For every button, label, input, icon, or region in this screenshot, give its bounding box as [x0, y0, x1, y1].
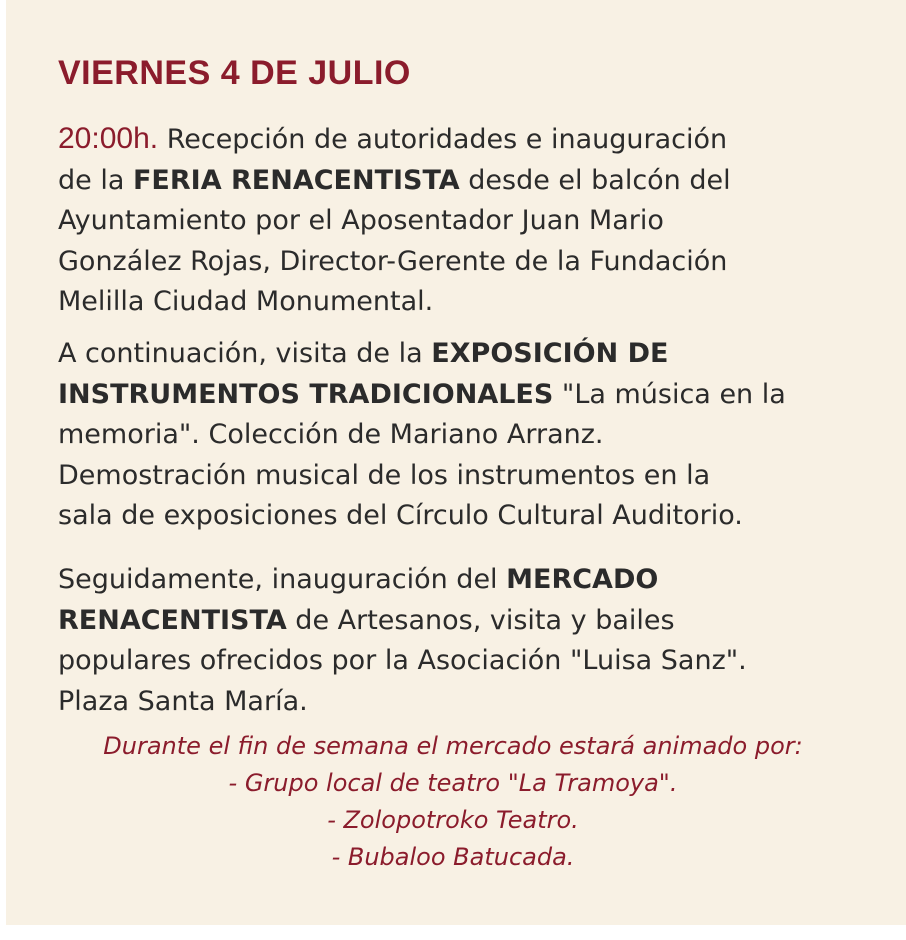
event-time: 20:00h.	[58, 122, 159, 155]
paragraph-text: Seguidamente, inauguración del	[58, 564, 507, 595]
paragraph-line	[58, 601, 906, 642]
paragraph-text: "La música en la	[553, 378, 786, 410]
paragraph-line: Ayuntamiento por el Aposentador Juan Mario	[58, 205, 664, 236]
weekend-entertainment	[0, 728, 906, 876]
paragraph-line	[58, 161, 906, 202]
paragraph-line: González Rojas, Director-Gerente de la Fundación	[58, 245, 728, 277]
paragraph-line	[58, 119, 906, 161]
paragraph-exhibition	[58, 334, 906, 537]
highlight-mercado: MERCADO	[506, 564, 659, 595]
paragraph-text: desde el balcón del	[459, 164, 731, 196]
highlight-renacentista: RENACENTISTA	[58, 604, 287, 636]
paragraph-line	[58, 375, 906, 416]
weekend-item: - Zolopotroko Teatro.	[327, 806, 579, 834]
paragraph-text: de la	[58, 164, 133, 196]
paragraph-line: Demostración musical de los instrumentos en la	[58, 459, 711, 491]
highlight-exposicion: EXPOSICIÓN DE	[431, 338, 669, 369]
paragraph-line	[58, 560, 906, 601]
paragraph-line: memoria". Colección de Mariano Arranz.	[58, 419, 604, 450]
paragraph-line: sala de exposiciones del Círculo Cultural Auditorio.	[58, 500, 743, 531]
weekend-intro: Durante el fin de semana el mercado estará animado por:	[103, 732, 803, 760]
paragraph-inauguration	[58, 119, 906, 323]
paragraph-text: A continuación, visita de la	[58, 338, 432, 369]
day-heading: VIERNES 4 DE JULIO	[58, 54, 411, 92]
paragraph-line	[58, 334, 906, 375]
paragraph-text: de Artesanos, visita y bailes	[286, 604, 675, 636]
paragraph-text: Recepción de autoridades e inauguración	[166, 124, 728, 155]
highlight-feria: FERIA RENACENTISTA	[132, 164, 460, 196]
paragraph-line: Melilla Ciudad Monumental.	[58, 286, 434, 317]
paragraph-line: populares ofrecidos por la Asociación "Luisa Sanz".	[58, 645, 747, 676]
paragraph-line: Plaza Santa María.	[58, 685, 308, 717]
highlight-instrumentos: INSTRUMENTOS TRADICIONALES	[58, 378, 554, 410]
paragraph-market	[58, 560, 906, 722]
weekend-item: - Bubaloo Batucada.	[331, 843, 575, 871]
weekend-item: - Grupo local de teatro "La Tramoya".	[228, 769, 678, 797]
